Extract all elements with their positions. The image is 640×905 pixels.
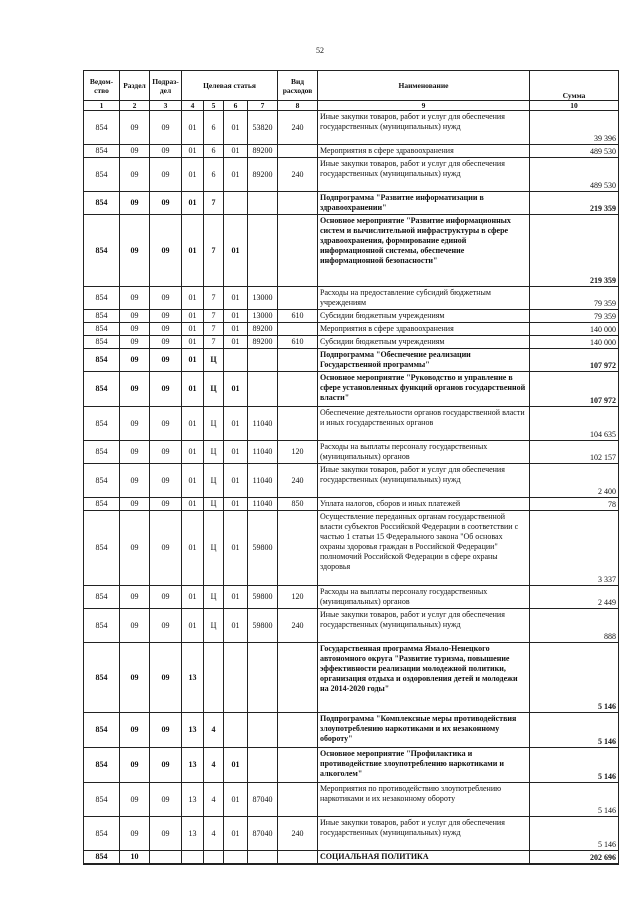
name-cell: Мероприятия по противодействию злоупотреблению наркотиками и их незаконному обороту — [318, 783, 530, 817]
section-cell: 09 — [120, 349, 150, 372]
table-row — [84, 192, 619, 215]
index-row — [84, 101, 619, 111]
index-cell: 9 — [318, 101, 530, 111]
table-row — [84, 323, 619, 336]
target-program-cell: 01 — [182, 145, 204, 158]
dept-cell: 854 — [84, 586, 120, 609]
target-subprogram-cell: 7 — [204, 323, 224, 336]
target-event-cell: 01 — [224, 310, 248, 323]
subsection-cell: 09 — [150, 310, 182, 323]
section-cell: 10 — [120, 851, 150, 865]
dept-cell: 854 — [84, 215, 120, 287]
expense-type-cell — [278, 713, 318, 748]
expense-type-cell — [278, 349, 318, 372]
target-event-cell — [224, 851, 248, 865]
target-subprogram-cell: Ц — [204, 372, 224, 407]
target-event-cell: 01 — [224, 336, 248, 349]
sum-cell: 888 — [530, 609, 619, 643]
name-cell: Подпрограмма "Комплексные меры противодействия злоупотреблению наркотиками и их незаконному обороту" — [318, 713, 530, 748]
target-program-cell: 01 — [182, 111, 204, 145]
target-program-cell: 01 — [182, 586, 204, 609]
table-row — [84, 498, 619, 511]
subsection-cell: 09 — [150, 192, 182, 215]
target-subprogram-cell: 7 — [204, 215, 224, 287]
dept-cell: 854 — [84, 372, 120, 407]
dept-cell: 854 — [84, 464, 120, 498]
target-program-cell: 01 — [182, 287, 204, 310]
target-subprogram-cell: Ц — [204, 586, 224, 609]
target-direction-cell — [248, 643, 278, 713]
target-program-cell: 01 — [182, 498, 204, 511]
subsection-cell: 09 — [150, 111, 182, 145]
table-row — [84, 817, 619, 851]
target-event-cell: 01 — [224, 511, 248, 586]
target-direction-cell: 87040 — [248, 817, 278, 851]
target-subprogram-cell: Ц — [204, 609, 224, 643]
sum-cell: 2 400 — [530, 464, 619, 498]
sum-cell: 219 359 — [530, 192, 619, 215]
target-direction-cell: 87040 — [248, 783, 278, 817]
table-row — [84, 336, 619, 349]
index-cell: 1 — [84, 101, 120, 111]
target-subprogram-cell: Ц — [204, 349, 224, 372]
subsection-cell: 09 — [150, 215, 182, 287]
expense-type-cell: 120 — [278, 441, 318, 464]
target-program-cell: 13 — [182, 748, 204, 783]
section-cell: 09 — [120, 586, 150, 609]
dept-cell: 854 — [84, 748, 120, 783]
target-subprogram-cell: 4 — [204, 817, 224, 851]
table-row — [84, 586, 619, 609]
sum-cell: 489 530 — [530, 145, 619, 158]
expense-type-cell — [278, 145, 318, 158]
sum-cell: 202 696 — [530, 851, 619, 865]
target-subprogram-cell: 6 — [204, 111, 224, 145]
target-program-cell: 01 — [182, 349, 204, 372]
sum-cell: 102 157 — [530, 441, 619, 464]
expense-type-cell: 240 — [278, 111, 318, 145]
target-direction-cell: 11040 — [248, 407, 278, 441]
dept-cell: 854 — [84, 851, 120, 865]
target-program-cell: 01 — [182, 336, 204, 349]
subsection-cell: 09 — [150, 817, 182, 851]
header-section: Раздел — [120, 71, 150, 101]
target-subprogram-cell: 6 — [204, 158, 224, 192]
section-cell: 09 — [120, 192, 150, 215]
table-row — [84, 145, 619, 158]
section-cell: 09 — [120, 511, 150, 586]
expense-type-cell: 610 — [278, 336, 318, 349]
target-program-cell: 01 — [182, 192, 204, 215]
target-subprogram-cell: 7 — [204, 192, 224, 215]
table-row — [84, 349, 619, 372]
target-event-cell: 01 — [224, 323, 248, 336]
target-subprogram-cell: Ц — [204, 441, 224, 464]
dept-cell: 854 — [84, 441, 120, 464]
table-row — [84, 783, 619, 817]
target-subprogram-cell: Ц — [204, 407, 224, 441]
dept-cell: 854 — [84, 511, 120, 586]
sum-cell: 5 146 — [530, 817, 619, 851]
table-row — [84, 215, 619, 287]
target-program-cell: 01 — [182, 310, 204, 323]
target-program-cell: 01 — [182, 372, 204, 407]
target-event-cell: 01 — [224, 783, 248, 817]
target-event-cell: 01 — [224, 586, 248, 609]
target-program-cell: 13 — [182, 713, 204, 748]
name-cell: Расходы на предоставление субсидий бюджетным учреждениям — [318, 287, 530, 310]
dept-cell: 854 — [84, 498, 120, 511]
target-program-cell: 01 — [182, 464, 204, 498]
name-cell: Осуществление переданных органам государственной власти субъектов Российской Федерации в соответствии с частью 1 статьи 15 Федерального закона "Об основах охраны здоровья граждан в Российской Федерации" полномочий Российской Федерации в сфере охраны здоровья — [318, 511, 530, 586]
target-direction-cell: 59800 — [248, 586, 278, 609]
target-event-cell — [224, 643, 248, 713]
expense-type-cell: 240 — [278, 464, 318, 498]
sum-cell: 107 972 — [530, 349, 619, 372]
target-direction-cell: 13000 — [248, 287, 278, 310]
expense-type-cell — [278, 643, 318, 713]
target-event-cell: 01 — [224, 111, 248, 145]
expense-type-cell — [278, 783, 318, 817]
expense-type-cell — [278, 323, 318, 336]
index-cell: 4 — [182, 101, 204, 111]
expense-type-cell — [278, 215, 318, 287]
section-cell: 09 — [120, 336, 150, 349]
name-cell: Подпрограмма "Развитие информатизации в здравоохранении" — [318, 192, 530, 215]
section-cell: 09 — [120, 407, 150, 441]
dept-cell: 854 — [84, 817, 120, 851]
target-program-cell: 01 — [182, 511, 204, 586]
dept-cell: 854 — [84, 287, 120, 310]
target-direction-cell: 11040 — [248, 441, 278, 464]
expense-type-cell: 120 — [278, 586, 318, 609]
index-cell: 3 — [150, 101, 182, 111]
target-program-cell: 13 — [182, 817, 204, 851]
target-program-cell: 13 — [182, 643, 204, 713]
section-cell: 09 — [120, 609, 150, 643]
sum-cell: 5 146 — [530, 643, 619, 713]
target-event-cell: 01 — [224, 407, 248, 441]
sum-cell: 39 396 — [530, 111, 619, 145]
name-cell: Мероприятия в сфере здравоохранения — [318, 145, 530, 158]
target-event-cell: 01 — [224, 498, 248, 511]
target-subprogram-cell: 4 — [204, 748, 224, 783]
index-cell: 2 — [120, 101, 150, 111]
sum-cell: 489 530 — [530, 158, 619, 192]
section-cell: 09 — [120, 464, 150, 498]
expense-type-cell: 610 — [278, 310, 318, 323]
target-event-cell: 01 — [224, 145, 248, 158]
target-direction-cell: 13000 — [248, 310, 278, 323]
header-sum: Сумма — [530, 71, 619, 101]
target-subprogram-cell: 7 — [204, 336, 224, 349]
name-cell: Расходы на выплаты персоналу государственных (муниципальных) органов — [318, 586, 530, 609]
target-event-cell — [224, 713, 248, 748]
subsection-cell: 09 — [150, 158, 182, 192]
index-cell: 6 — [224, 101, 248, 111]
index-cell: 5 — [204, 101, 224, 111]
section-cell: 09 — [120, 215, 150, 287]
expense-type-cell: 240 — [278, 158, 318, 192]
dept-cell: 854 — [84, 310, 120, 323]
section-cell: 09 — [120, 441, 150, 464]
expense-type-cell — [278, 407, 318, 441]
target-program-cell: 01 — [182, 158, 204, 192]
subsection-cell: 09 — [150, 441, 182, 464]
target-subprogram-cell — [204, 851, 224, 865]
header-subsection: Подраз-дел — [150, 71, 182, 101]
target-direction-cell — [248, 851, 278, 865]
table-row — [84, 372, 619, 407]
expense-type-cell — [278, 511, 318, 586]
target-event-cell: 01 — [224, 441, 248, 464]
table-row — [84, 441, 619, 464]
section-cell: 09 — [120, 817, 150, 851]
target-subprogram-cell: Ц — [204, 498, 224, 511]
target-direction-cell: 89200 — [248, 323, 278, 336]
name-cell: Иные закупки товаров, работ и услуг для обеспечения государственных (муниципальных) нужд — [318, 111, 530, 145]
table-row — [84, 464, 619, 498]
target-direction-cell: 59800 — [248, 609, 278, 643]
target-subprogram-cell: Ц — [204, 464, 224, 498]
target-subprogram-cell: 7 — [204, 287, 224, 310]
target-direction-cell: 89200 — [248, 336, 278, 349]
name-cell: Субсидии бюджетным учреждениям — [318, 336, 530, 349]
section-cell: 09 — [120, 111, 150, 145]
sum-cell: 3 337 — [530, 511, 619, 586]
table-row — [84, 158, 619, 192]
subsection-cell: 09 — [150, 586, 182, 609]
table-row — [84, 111, 619, 145]
subsection-cell: 09 — [150, 643, 182, 713]
target-program-cell: 13 — [182, 783, 204, 817]
subsection-cell: 09 — [150, 609, 182, 643]
subsection-cell — [150, 851, 182, 865]
target-subprogram-cell: 4 — [204, 713, 224, 748]
table-row — [84, 643, 619, 713]
target-event-cell: 01 — [224, 372, 248, 407]
target-program-cell: 01 — [182, 323, 204, 336]
expense-type-cell — [278, 287, 318, 310]
table-row — [84, 310, 619, 323]
subsection-cell: 09 — [150, 323, 182, 336]
table-row — [84, 511, 619, 586]
target-program-cell: 01 — [182, 215, 204, 287]
subsection-cell: 09 — [150, 498, 182, 511]
subsection-cell: 09 — [150, 464, 182, 498]
sum-cell: 140 000 — [530, 323, 619, 336]
target-subprogram-cell: 4 — [204, 783, 224, 817]
target-subprogram-cell — [204, 643, 224, 713]
name-cell: Субсидии бюджетным учреждениям — [318, 310, 530, 323]
sum-cell: 104 635 — [530, 407, 619, 441]
expense-type-cell — [278, 851, 318, 865]
sum-cell: 79 359 — [530, 287, 619, 310]
name-cell: Подпрограмма "Обеспечение реализации Государственной программы" — [318, 349, 530, 372]
header-expense-type: Вид расходов — [278, 71, 318, 101]
subsection-cell: 09 — [150, 372, 182, 407]
name-cell: Уплата налогов, сборов и иных платежей — [318, 498, 530, 511]
target-event-cell — [224, 192, 248, 215]
target-direction-cell — [248, 372, 278, 407]
subsection-cell: 09 — [150, 287, 182, 310]
table-row — [84, 748, 619, 783]
index-cell: 8 — [278, 101, 318, 111]
target-program-cell: 01 — [182, 609, 204, 643]
dept-cell: 854 — [84, 783, 120, 817]
table-row — [84, 407, 619, 441]
name-cell: Основное мероприятие "Развитие информационных систем и вычислительной инфраструктуры в сфере здравоохранения, формирование единой информационной системы, обеспечение информационной безопасности" — [318, 215, 530, 287]
dept-cell: 854 — [84, 111, 120, 145]
expense-type-cell — [278, 748, 318, 783]
section-cell: 09 — [120, 287, 150, 310]
name-cell: СОЦИАЛЬНАЯ ПОЛИТИКА — [318, 851, 530, 865]
target-direction-cell — [248, 215, 278, 287]
section-cell: 09 — [120, 643, 150, 713]
sum-cell: 5 146 — [530, 713, 619, 748]
target-program-cell: 01 — [182, 441, 204, 464]
target-direction-cell — [248, 748, 278, 783]
expense-type-cell: 240 — [278, 817, 318, 851]
table-row — [84, 851, 619, 865]
name-cell: Иные закупки товаров, работ и услуг для обеспечения государственных (муниципальных) нужд — [318, 158, 530, 192]
target-direction-cell — [248, 349, 278, 372]
target-subprogram-cell: 7 — [204, 310, 224, 323]
name-cell: Обеспечение деятельности органов государственной власти и иных государственных органов — [318, 407, 530, 441]
dept-cell: 854 — [84, 145, 120, 158]
target-event-cell: 01 — [224, 287, 248, 310]
section-cell: 09 — [120, 145, 150, 158]
subsection-cell: 09 — [150, 511, 182, 586]
subsection-cell: 09 — [150, 783, 182, 817]
dept-cell: 854 — [84, 609, 120, 643]
expense-type-cell — [278, 372, 318, 407]
index-cell: 10 — [530, 101, 619, 111]
target-direction-cell: 89200 — [248, 158, 278, 192]
target-event-cell — [224, 349, 248, 372]
sum-cell: 140 000 — [530, 336, 619, 349]
dept-cell: 854 — [84, 643, 120, 713]
target-direction-cell — [248, 713, 278, 748]
target-event-cell: 01 — [224, 215, 248, 287]
target-event-cell: 01 — [224, 158, 248, 192]
subsection-cell: 09 — [150, 336, 182, 349]
dept-cell: 854 — [84, 349, 120, 372]
header-target-article: Целевая статья — [182, 71, 278, 101]
name-cell: Иные закупки товаров, работ и услуг для обеспечения государственных (муниципальных) нужд — [318, 609, 530, 643]
section-cell: 09 — [120, 713, 150, 748]
index-cell: 7 — [248, 101, 278, 111]
section-cell: 09 — [120, 158, 150, 192]
table-row — [84, 287, 619, 310]
target-event-cell: 01 — [224, 817, 248, 851]
name-cell: Основное мероприятие "Руководство и управление в сфере установленных функций органов государственной власти" — [318, 372, 530, 407]
budget-table — [83, 70, 619, 865]
subsection-cell: 09 — [150, 145, 182, 158]
subsection-cell: 09 — [150, 713, 182, 748]
name-cell: Иные закупки товаров, работ и услуг для обеспечения государственных (муниципальных) нужд — [318, 464, 530, 498]
header-name: Наименование — [318, 71, 530, 101]
target-direction-cell: 11040 — [248, 498, 278, 511]
sum-cell: 219 359 — [530, 215, 619, 287]
subsection-cell: 09 — [150, 349, 182, 372]
name-cell: Иные закупки товаров, работ и услуг для обеспечения государственных (муниципальных) нужд — [318, 817, 530, 851]
name-cell: Основное мероприятие "Профилактика и противодействие злоупотреблению наркотиками и алкоголем" — [318, 748, 530, 783]
target-direction-cell: 59800 — [248, 511, 278, 586]
expense-type-cell — [278, 192, 318, 215]
target-direction-cell: 11040 — [248, 464, 278, 498]
target-direction-cell: 53820 — [248, 111, 278, 145]
target-direction-cell — [248, 192, 278, 215]
dept-cell: 854 — [84, 713, 120, 748]
dept-cell: 854 — [84, 336, 120, 349]
name-cell: Мероприятия в сфере здравоохранения — [318, 323, 530, 336]
section-cell: 09 — [120, 372, 150, 407]
header-dept: Ведом-ство — [84, 71, 120, 101]
subsection-cell: 09 — [150, 748, 182, 783]
expense-type-cell: 240 — [278, 609, 318, 643]
target-program-cell — [182, 851, 204, 865]
sum-cell: 79 359 — [530, 310, 619, 323]
sum-cell: 5 146 — [530, 783, 619, 817]
expense-type-cell: 850 — [278, 498, 318, 511]
dept-cell: 854 — [84, 323, 120, 336]
section-cell: 09 — [120, 748, 150, 783]
section-cell: 09 — [120, 310, 150, 323]
target-program-cell: 01 — [182, 407, 204, 441]
table-row — [84, 609, 619, 643]
target-subprogram-cell: 6 — [204, 145, 224, 158]
name-cell: Расходы на выплаты персоналу государственных (муниципальных) органов — [318, 441, 530, 464]
table-row — [84, 713, 619, 748]
dept-cell: 854 — [84, 192, 120, 215]
target-event-cell: 01 — [224, 609, 248, 643]
page-number: 52 — [316, 46, 324, 55]
section-cell: 09 — [120, 323, 150, 336]
sum-cell: 2 449 — [530, 586, 619, 609]
name-cell: Государственная программа Ямало-Ненецкого автономного округа "Развитие туризма, повышение эффективности реализации молодежной политики, организация отдыха и оздоровления детей и молодежи на 2014-2020 годы" — [318, 643, 530, 713]
subsection-cell: 09 — [150, 407, 182, 441]
target-event-cell: 01 — [224, 464, 248, 498]
section-cell: 09 — [120, 498, 150, 511]
sum-cell: 78 — [530, 498, 619, 511]
target-event-cell: 01 — [224, 748, 248, 783]
dept-cell: 854 — [84, 158, 120, 192]
dept-cell: 854 — [84, 407, 120, 441]
sum-cell: 107 972 — [530, 372, 619, 407]
target-subprogram-cell: Ц — [204, 511, 224, 586]
sum-cell: 5 146 — [530, 748, 619, 783]
target-direction-cell: 89200 — [248, 145, 278, 158]
header-row — [84, 71, 619, 101]
section-cell: 09 — [120, 783, 150, 817]
